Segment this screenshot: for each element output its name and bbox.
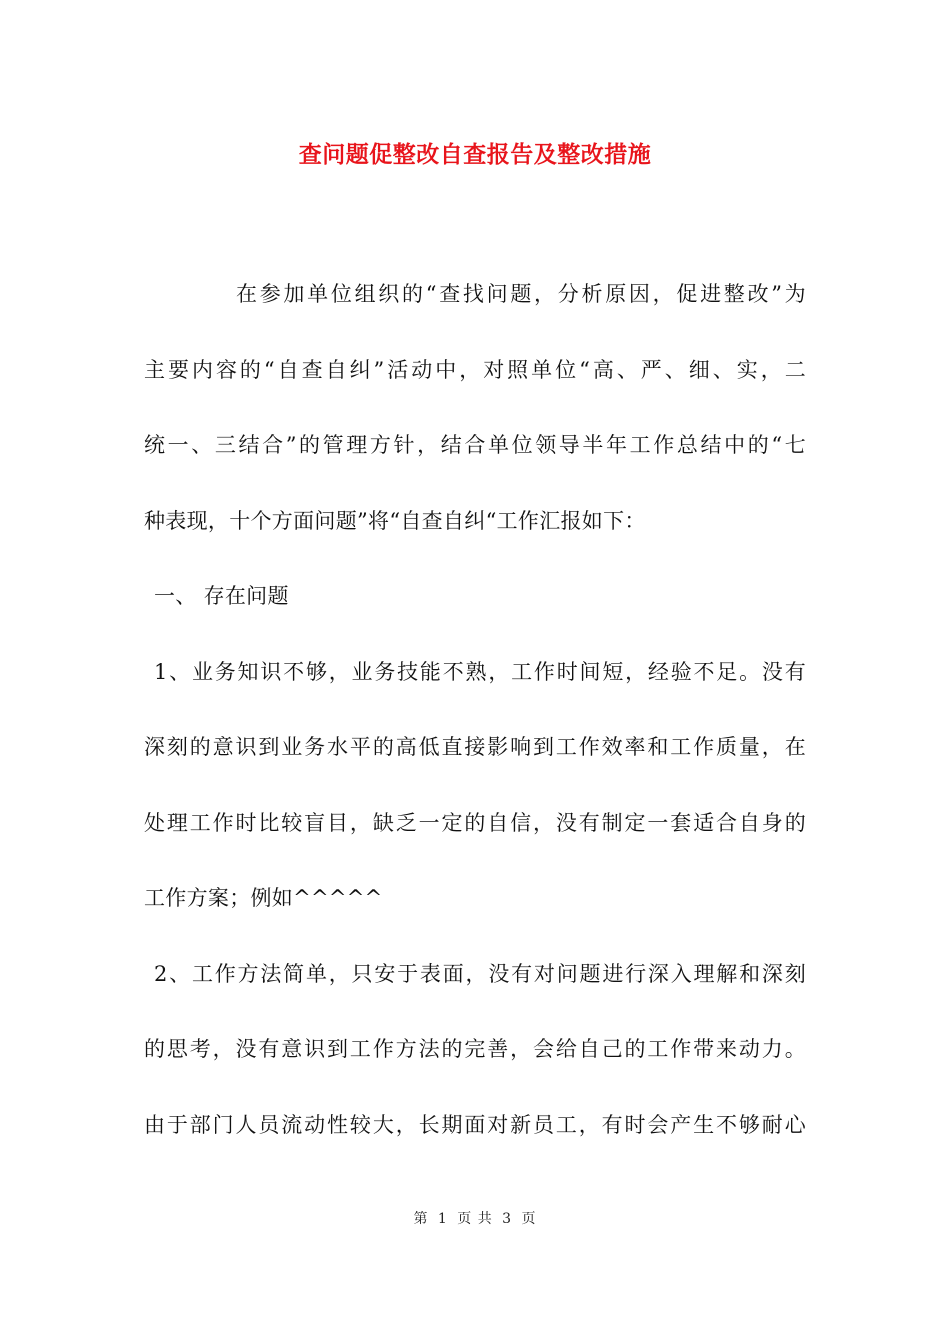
paragraph-line: 统一、三结合”的管理方针，结合单位领导半年工作总结中的“七 — [144, 433, 806, 457]
footer-middle: 页 共 — [457, 1211, 493, 1227]
paragraph-line: 在参加单位组织的“查找问题，分析原因，促进整改”为 — [236, 282, 806, 306]
footer-prefix: 第 — [413, 1211, 429, 1227]
paragraph-line: 的思考，没有意识到工作方法的完善，会给自己的工作带来动力。 — [144, 1037, 806, 1061]
footer-current-page: 1 — [437, 1211, 448, 1227]
paragraph-line: 深刻的意识到业务水平的高低直接影响到工作效率和工作质量，在 — [144, 735, 806, 759]
paragraph-line: 主要内容的“自查自纠”活动中，对照单位“高、严、细、实，二 — [144, 357, 806, 382]
paragraph-line: 由于部门人员流动性较大，长期面对新员工，有时会产生不够耐心 — [144, 1112, 806, 1137]
paragraph-line: 工作方案；例如^^^^^ — [144, 886, 383, 910]
footer-total-pages: 3 — [502, 1211, 513, 1227]
paragraph-line: 2、工作方法简单，只安于表面，没有对问题进行深入理解和深刻 — [154, 961, 806, 986]
paragraph-line: 处理工作时比较盲目，缺乏一定的自信，没有制定一套适合自身的 — [144, 810, 806, 835]
paragraph-line: 1、业务知识不够，业务技能不熟，工作时间短，经验不足。没有 — [154, 659, 806, 684]
footer-suffix: 页 — [521, 1211, 537, 1227]
paragraph-line: 种表现，十个方面问题”将“自查自纠“工作汇报如下： — [144, 508, 646, 533]
page-footer — [0, 1208, 950, 1228]
document-title: 查问题促整改自查报告及整改措施 — [298, 141, 652, 168]
section-heading: 一、 存在问题 — [154, 584, 289, 608]
document-body — [144, 276, 806, 1182]
